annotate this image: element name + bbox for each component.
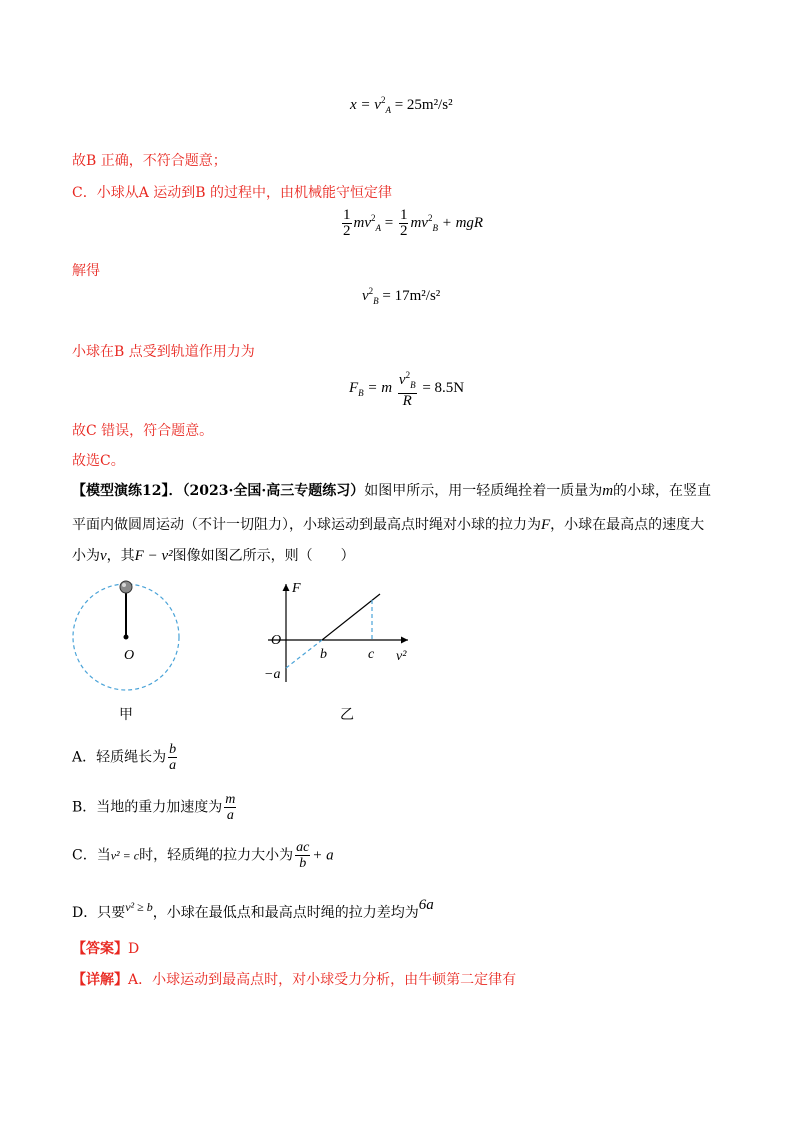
neg-a-label: −a [264, 667, 281, 682]
center-point [124, 635, 129, 640]
answer-label: 【答案】 [72, 941, 128, 957]
option-c: C．当v² = c时，轻质绳的拉力大小为 $\frac{ac}{b}$ + a [72, 840, 334, 871]
problem-line-2: 平面内做圆周运动（不计一切阻力），小球运动到最高点时绳对小球的拉力为F，小球在最高点的速度大 [72, 517, 705, 533]
equation-vb: $v^2_B = 17m^2/s^2$ [362, 286, 441, 306]
ball-icon [120, 581, 132, 593]
figure-left-caption: 甲 [119, 707, 133, 723]
equation-energy-conservation: $\frac{1}{2}$ $mv^2_A$ = $\frac{1}{2}$ $mv^2_B$ + mgR [343, 207, 484, 239]
line-c-intro: C．小球从A 运动到B 的过程中，由机械能守恒定律 [72, 185, 393, 201]
problem-source: ．（2023·全国·高三专题练习） [168, 483, 365, 499]
line-c-wrong: 故C 错误，符合题意。 [72, 423, 214, 439]
equation-fb: $F_B = m$ $\frac{v^2_B}{R}$ = 8.5N [349, 370, 465, 409]
option-b: B．当地的重力加速度为 $\frac{m}{a}$ [72, 792, 236, 823]
graph-line [322, 594, 380, 640]
ball-highlight [122, 583, 126, 587]
detail-label: 【详解】 [72, 972, 128, 988]
line-b-correct: 故B 正确，不符合题意； [72, 153, 227, 169]
line-force-intro: 小球在B 点受到轨道作用力为 [72, 344, 255, 360]
detail-text: A．小球运动到最高点时，对小球受力分析，由牛顿第二定律有 [128, 972, 517, 988]
figure-f-v2-graph [258, 578, 418, 690]
line-solve: 解得 [72, 263, 100, 279]
answer-value: D [128, 941, 140, 957]
detail-line [72, 971, 516, 989]
f-axis-label: F [292, 581, 301, 596]
center-label: O [124, 648, 135, 663]
c-label: c [368, 647, 375, 662]
problem-line-1: 【模型演练12】．（2023·全国·高三专题练习）如图甲所示，用一轻质绳拴着一质量为m的小球，在竖直 [72, 483, 712, 499]
option-d: D．只要v² ≥ b，小球在最低点和最高点时绳的拉力差均为6a [72, 897, 434, 921]
line-choose-c: 故选C。 [72, 453, 125, 469]
problem-line-3: 小为v，其F − v²图像如图乙所示，则（ ） [72, 548, 355, 564]
b-label: b [320, 647, 327, 662]
dashed-extension-line [286, 640, 322, 668]
figure-right-caption: 乙 [340, 707, 354, 723]
v2-axis-label: v² [396, 649, 407, 664]
problem-tag: 【模型演练12】 [72, 483, 169, 499]
origin-label: O [271, 633, 282, 648]
equation-x-va: $x = v^2_A = 25m^2/s^2$ [350, 95, 453, 115]
answer-line [72, 940, 139, 958]
option-a: A．轻质绳长为 $\frac{b}{a}$ [72, 742, 177, 773]
